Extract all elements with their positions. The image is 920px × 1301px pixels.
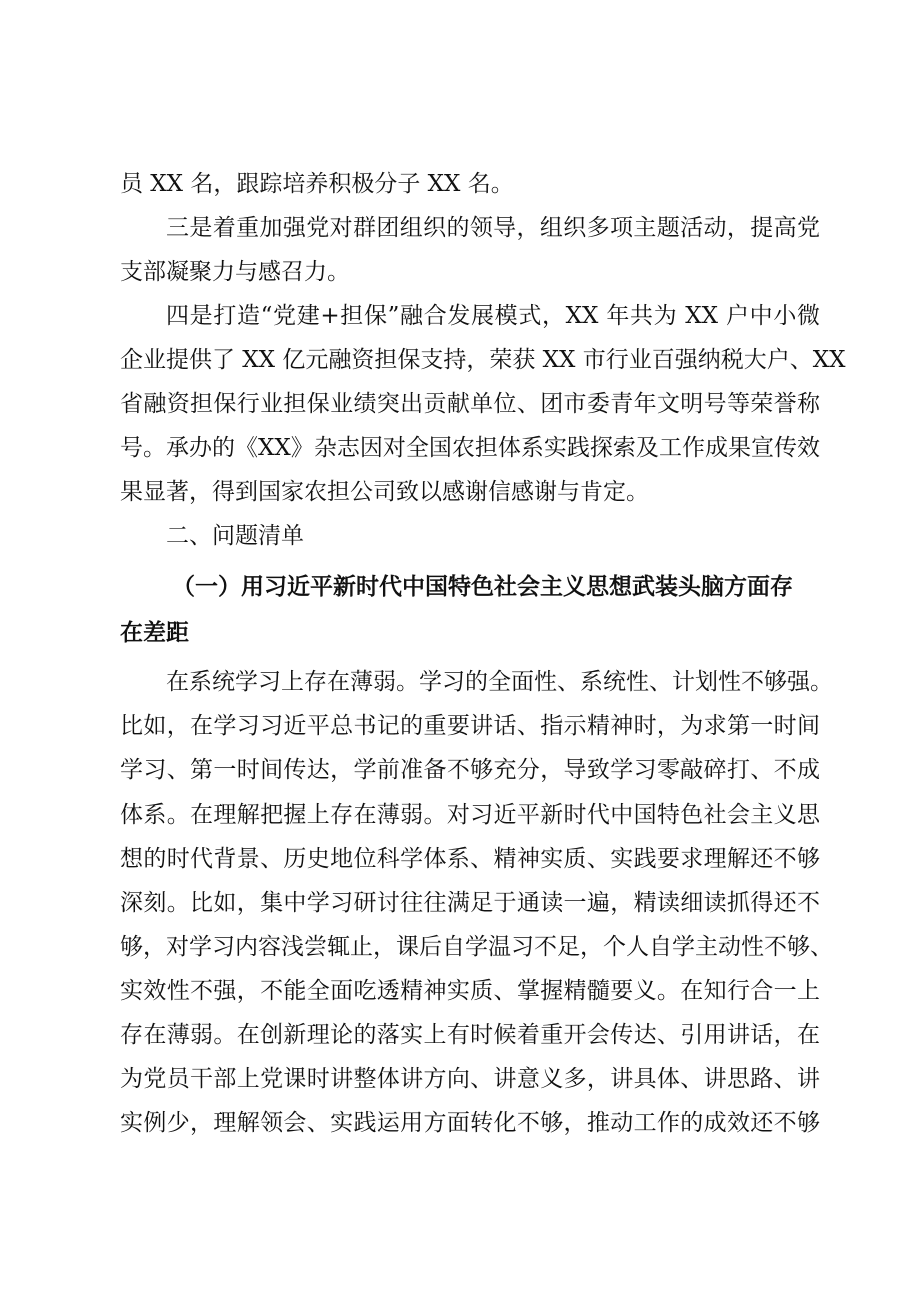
subsection-heading: （一）用习近平新时代中国特色社会主义思想武装头脑方面存	[172, 574, 793, 600]
paragraph-line: 企业提供了 XX 亿元融资担保支持，荣获 XX 市行业百强纳税大户、XX	[120, 347, 846, 373]
paragraph-line: 为党员干部上党课时讲整体讲方向、讲意义多，讲具体、讲思路、讲	[120, 1066, 820, 1092]
section-heading: 二、问题清单	[166, 523, 304, 549]
paragraph-line: 四是打造“党建+担保”融合发展模式，XX 年共为 XX 户中小微	[166, 303, 820, 329]
paragraph-line: 在系统学习上存在薄弱。学习的全面性、系统性、计划性不够强。	[166, 669, 833, 695]
paragraph-line: 深刻。比如，集中学习研讨往往满足于通读一遍，精读细读抓得还不	[120, 890, 820, 916]
subsection-heading-continued: 在差距	[120, 620, 189, 646]
paragraph-line: 实效性不强，不能全面吃透精神实质、掌握精髓要义。在知行合一上	[120, 978, 820, 1004]
paragraph-line: 想的时代背景、历史地位科学体系、精神实质、实践要求理解还不够	[120, 846, 820, 872]
paragraph-line: 够，对学习内容浅尝辄止，课后自学温习不足，个人自学主动性不够、	[120, 934, 833, 960]
paragraph-line: 省融资担保行业担保业绩突出贡献单位、团市委青年文明号等荣誉称	[120, 391, 820, 417]
paragraph-line: 体系。在理解把握上存在薄弱。对习近平新时代中国特色社会主义思	[120, 802, 820, 828]
paragraph-line: 支部凝聚力与感召力。	[120, 259, 350, 285]
paragraph-line: 员 XX 名，跟踪培养积极分子 XX 名。	[120, 171, 514, 197]
paragraph-line: 学习、第一时间传达，学前准备不够充分，导致学习零敲碎打、不成	[120, 757, 820, 783]
paragraph-line: 比如，在学习习近平总书记的重要讲话、指示精神时，为求第一时间	[120, 713, 820, 739]
paragraph-line: 号。承办的《XX》杂志因对全国农担体系实践探索及工作成果宣传效	[120, 435, 820, 461]
paragraph-line: 实例少，理解领会、实践运用方面转化不够，推动工作的成效还不够	[120, 1110, 820, 1136]
paragraph-line: 存在薄弱。在创新理论的落实上有时候着重开会传达、引用讲话，在	[120, 1022, 820, 1048]
paragraph-line: 果显著，得到国家农担公司致以感谢信感谢与肯定。	[120, 479, 649, 505]
paragraph-line: 三是着重加强党对群团组织的领导，组织多项主题活动，提高党	[166, 215, 820, 241]
